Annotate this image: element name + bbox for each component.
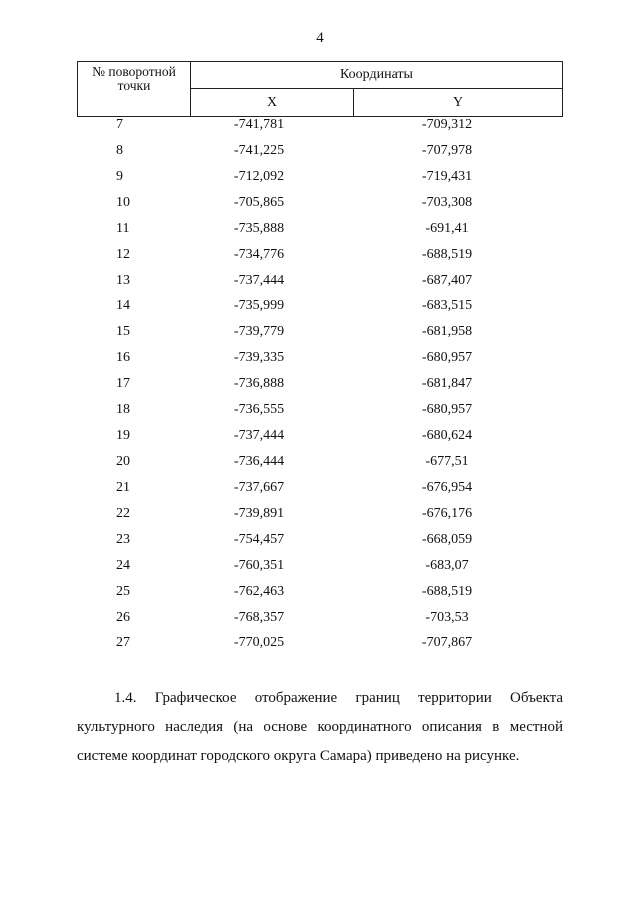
- table-row: [0, 143, 640, 169]
- y-coordinate-cell: -709,312: [421, 117, 473, 132]
- table-row: [0, 532, 640, 558]
- y-coordinate-cell: -707,867: [421, 635, 473, 651]
- table-row: [0, 350, 640, 376]
- header-point-number: № поворотной точки: [77, 61, 191, 117]
- header-coordinates: Координаты: [190, 61, 563, 89]
- x-coordinate-cell: -739,891: [233, 505, 285, 521]
- point-number-cell: 11: [116, 220, 130, 236]
- y-coordinate-cell: -707,978: [421, 142, 473, 158]
- table-row: [0, 247, 640, 273]
- point-number-cell: 15: [116, 324, 130, 340]
- y-coordinate-cell: -681,958: [421, 324, 473, 340]
- y-coordinate-cell: -680,624: [421, 428, 473, 444]
- point-number-cell: 12: [116, 246, 130, 262]
- point-number-cell: 14: [116, 298, 130, 314]
- y-coordinate-cell: -668,059: [421, 531, 473, 547]
- paragraph-1-4: [77, 684, 563, 771]
- paragraph-text: 1.4. Графическое отображение границ территории Объекта культурного наследия (на основе координатного описания в местной системе координат городского округа Самара) приведено на рисунке.: [77, 690, 563, 764]
- point-number-cell: 19: [116, 428, 130, 444]
- point-number-cell: 27: [116, 635, 130, 651]
- x-coordinate-cell: -737,444: [233, 272, 285, 288]
- table-row: [0, 480, 640, 506]
- point-number-cell: 17: [116, 376, 130, 392]
- x-coordinate-cell: -770,025: [233, 635, 285, 651]
- table-row: [0, 506, 640, 532]
- point-number-cell: 25: [116, 583, 130, 599]
- table-row: [0, 454, 640, 480]
- y-coordinate-cell: -681,847: [421, 376, 473, 392]
- table-row: [0, 402, 640, 428]
- x-coordinate-cell: -762,463: [233, 583, 285, 599]
- table-row: [0, 195, 640, 221]
- point-number-cell: 13: [116, 272, 130, 288]
- point-number-cell: 18: [116, 402, 130, 418]
- y-coordinate-cell: -719,431: [421, 168, 473, 184]
- table-row: [0, 324, 640, 350]
- point-number-cell: 21: [116, 479, 130, 495]
- x-coordinate-cell: -754,457: [233, 531, 285, 547]
- table-row: [0, 221, 640, 247]
- point-number-cell: 22: [116, 505, 130, 521]
- header-y: Y: [353, 88, 563, 117]
- point-number-cell: 10: [116, 194, 130, 210]
- x-coordinate-cell: -705,865: [233, 194, 285, 210]
- y-coordinate-cell: -687,407: [421, 272, 473, 288]
- header-x: X: [190, 88, 354, 117]
- table-row: [0, 298, 640, 324]
- point-number-cell: 9: [116, 168, 123, 184]
- point-number-cell: 26: [116, 609, 130, 625]
- coordinates-table-body: [0, 117, 640, 661]
- table-row: [0, 584, 640, 610]
- page-number: 4: [316, 30, 324, 46]
- table-row: [0, 558, 640, 584]
- point-number-cell: 16: [116, 350, 130, 366]
- x-coordinate-cell: -739,779: [233, 324, 285, 340]
- table-header: [77, 61, 563, 117]
- x-coordinate-cell: -736,555: [233, 402, 285, 418]
- x-coordinate-cell: -735,999: [233, 298, 285, 314]
- table-row: [0, 273, 640, 299]
- y-coordinate-cell: -691,41: [425, 220, 469, 236]
- table-row: [0, 376, 640, 402]
- y-coordinate-cell: -677,51: [425, 453, 469, 469]
- x-coordinate-cell: -739,335: [233, 350, 285, 366]
- x-coordinate-cell: -741,225: [233, 142, 285, 158]
- table-row: [0, 635, 640, 661]
- point-number-cell: 7: [116, 117, 123, 132]
- y-coordinate-cell: -688,519: [421, 246, 473, 262]
- x-coordinate-cell: -737,667: [233, 479, 285, 495]
- x-coordinate-cell: -741,781: [233, 117, 285, 132]
- x-coordinate-cell: -712,092: [233, 168, 285, 184]
- y-coordinate-cell: -703,308: [421, 194, 473, 210]
- table-row: [0, 610, 640, 636]
- table-row: [0, 117, 640, 143]
- point-number-cell: 23: [116, 531, 130, 547]
- point-number-cell: 20: [116, 453, 130, 469]
- x-coordinate-cell: -760,351: [233, 557, 285, 573]
- y-coordinate-cell: -676,176: [421, 505, 473, 521]
- x-coordinate-cell: -736,444: [233, 453, 285, 469]
- table-row: [0, 428, 640, 454]
- y-coordinate-cell: -683,515: [421, 298, 473, 314]
- x-coordinate-cell: -736,888: [233, 376, 285, 392]
- x-coordinate-cell: -768,357: [233, 609, 285, 625]
- point-number-cell: 24: [116, 557, 130, 573]
- y-coordinate-cell: -680,957: [421, 402, 473, 418]
- x-coordinate-cell: -737,444: [233, 428, 285, 444]
- y-coordinate-cell: -688,519: [421, 583, 473, 599]
- y-coordinate-cell: -703,53: [425, 609, 469, 625]
- x-coordinate-cell: -734,776: [233, 246, 285, 262]
- table-row: [0, 169, 640, 195]
- y-coordinate-cell: -676,954: [421, 479, 473, 495]
- y-coordinate-cell: -683,07: [425, 557, 469, 573]
- y-coordinate-cell: -680,957: [421, 350, 473, 366]
- point-number-cell: 8: [116, 142, 123, 158]
- x-coordinate-cell: -735,888: [233, 220, 285, 236]
